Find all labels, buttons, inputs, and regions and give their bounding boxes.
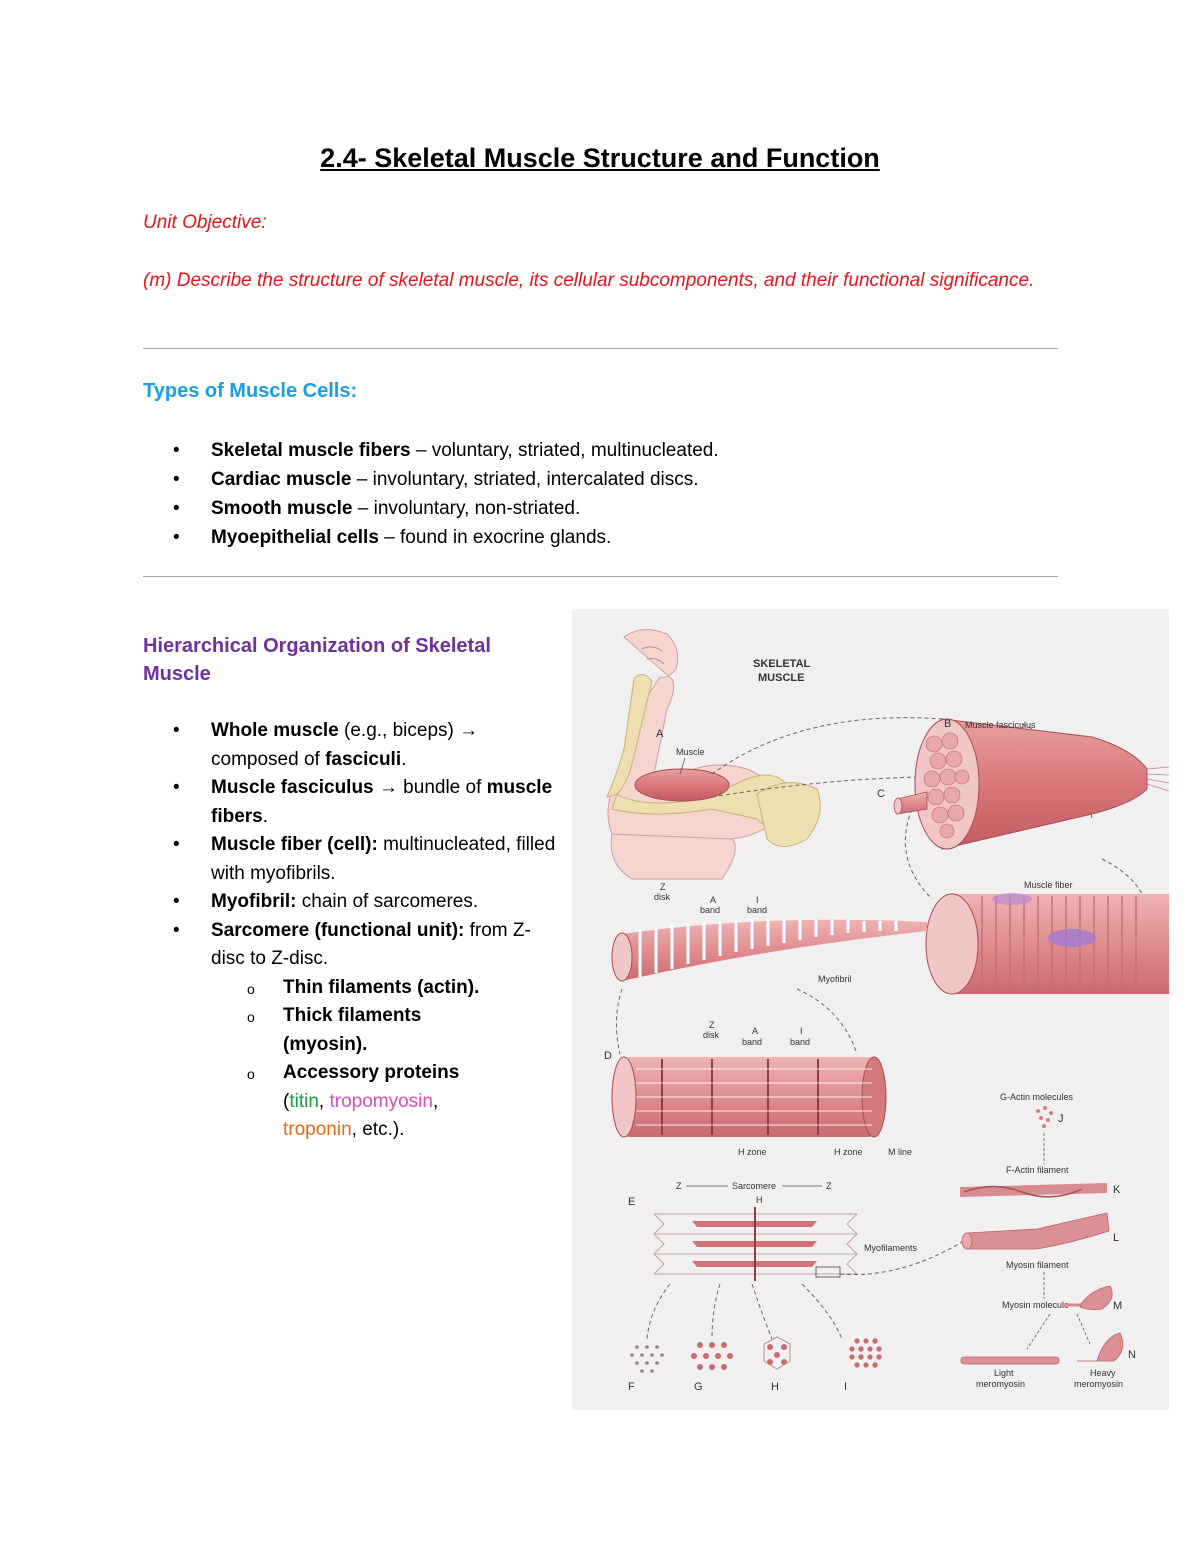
label-A: A [656, 728, 664, 740]
term: Skeletal muscle fibers [211, 440, 411, 461]
label-m-line: M line [888, 1147, 913, 1157]
connector-dashed [1027, 1314, 1050, 1349]
f-actin-illustration [960, 1183, 1107, 1197]
cross-section-H [764, 1337, 790, 1369]
skeletal-muscle-diagram [572, 609, 1169, 1410]
punct: , [351, 1119, 357, 1140]
label-h-zone: H zone [738, 1147, 767, 1157]
figure-title-line1: SKELETAL [753, 658, 811, 670]
label-muscle: Muscle [676, 747, 705, 757]
myosin-molecule-illustration [1062, 1286, 1112, 1310]
sub-item-accessory [211, 1059, 483, 1145]
fasciculus-illustration [915, 719, 1169, 849]
connector-dashed [1077, 1314, 1090, 1344]
label-E: E [628, 1196, 636, 1208]
punct: ( [283, 1090, 290, 1112]
myosin-filament-illustration [962, 1213, 1109, 1249]
desc-end: . [262, 805, 269, 827]
label-z: Z [826, 1181, 832, 1191]
punct: , [318, 1090, 330, 1112]
label-h-zone: H zone [834, 1147, 863, 1157]
label-myofilaments: Myofilaments [864, 1243, 918, 1253]
label-H: H [771, 1381, 779, 1393]
desc: → bundle of [373, 777, 487, 798]
desc: – involuntary, non-striated. [352, 498, 581, 519]
label-h: H [756, 1195, 763, 1205]
label-heavy-1: Heavy [1090, 1368, 1116, 1378]
desc-end: etc.). [356, 1119, 405, 1140]
label-myosin-filament: Myosin filament [1006, 1260, 1069, 1270]
desc: from Z-disc to Z-disc. [211, 919, 531, 969]
label-z-disk-1: Z [660, 882, 666, 892]
label-f-actin: F-Actin filament [1006, 1165, 1069, 1175]
term: Sarcomere (functional unit): [211, 919, 465, 941]
tropomyosin-text: tropomyosin [329, 1090, 433, 1112]
list-item-whole-muscle [143, 717, 563, 774]
punct: , [432, 1090, 439, 1112]
sarcomere-sub-list [211, 974, 563, 1145]
label-i-band-1: I [800, 1026, 803, 1036]
term: Cardiac muscle [211, 469, 352, 490]
term: Thick filaments (myosin). [283, 1005, 422, 1055]
label-z-disk-2: disk [654, 892, 671, 902]
types-list [143, 436, 1043, 552]
muscle-fiber-illustration [926, 893, 1169, 994]
term-emphasis: muscle fibers [211, 777, 553, 827]
label-K: K [1113, 1184, 1121, 1196]
label-i-band-2: band [790, 1037, 811, 1047]
label-i-band-2: band [747, 905, 768, 915]
sarcomere-illustration [654, 1207, 857, 1281]
fiber-stub-end [894, 798, 902, 814]
list-item-myofibril [143, 888, 563, 917]
term: Muscle fasciculus [211, 777, 374, 798]
list-item [143, 494, 1043, 523]
cross-section-F [630, 1345, 664, 1373]
label-myosin-molecule: Myosin molecule [1002, 1300, 1070, 1310]
term: Myoepithelial cells [211, 527, 379, 548]
objective-text: (m) Describe the structure of skeletal muscle, its cellular subcomponents, and their functional significance. [143, 270, 1035, 291]
term: Smooth muscle [211, 498, 353, 519]
desc: – voluntary, striated, multinucleated. [410, 440, 719, 461]
label-z-disk-2: disk [703, 1030, 720, 1040]
hierarchy-heading: Hierarchical Organization of Skeletal Muscle [143, 635, 491, 685]
objective-heading: Unit Objective: [143, 212, 267, 233]
list-item [143, 523, 1043, 552]
label-L: L [1113, 1232, 1120, 1244]
page-title: 2.4- Skeletal Muscle Structure and Function [320, 143, 880, 173]
types-heading: Types of Muscle Cells: [143, 380, 358, 402]
desc: – found in exocrine glands. [378, 527, 612, 548]
hierarchy-list [143, 717, 563, 1145]
desc-end: . [401, 748, 407, 770]
myofibril-detail-illustration [612, 1057, 886, 1137]
label-F: F [628, 1381, 635, 1393]
term: Accessory proteins [283, 1062, 460, 1083]
label-N: N [1128, 1349, 1136, 1361]
label-G: G [694, 1381, 703, 1393]
list-item-sarcomere [143, 917, 563, 1145]
label-a-band-1: A [752, 1026, 759, 1036]
label-g-actin: G-Actin molecules [1000, 1092, 1074, 1102]
figure-title-line2: MUSCLE [758, 672, 805, 684]
titin-text: titin [289, 1090, 319, 1112]
term-emphasis: fasciculi [325, 748, 402, 770]
label-D: D [604, 1050, 612, 1062]
label-a-band-2: band [742, 1037, 763, 1047]
label-heavy-2: meromyosin [1074, 1379, 1124, 1389]
connector-dashed [616, 989, 622, 1054]
myofibril-illustration [612, 919, 927, 981]
label-i-band-1: I [756, 895, 759, 905]
term: Whole muscle [211, 720, 339, 741]
label-M: M [1113, 1300, 1123, 1312]
label-B: B [944, 718, 952, 730]
label-light-2: meromyosin [976, 1379, 1026, 1389]
list-item-fiber [143, 831, 563, 888]
skeletal-muscle-figure [572, 609, 1169, 1410]
label-I: I [844, 1381, 848, 1393]
sub-item-thick [211, 1002, 483, 1059]
light-meromyosin-illustration [961, 1357, 1059, 1364]
label-a-band-2: band [700, 905, 721, 915]
label-muscle-fasciculus: Muscle fasciculus [965, 720, 1036, 730]
divider-2 [143, 576, 1058, 577]
desc: – involuntary, striated, intercalated discs. [351, 469, 699, 490]
troponin-text: troponin [283, 1119, 352, 1140]
term: Myofibril: [211, 891, 297, 912]
label-J: J [1058, 1113, 1064, 1125]
divider-1 [143, 348, 1058, 349]
term: Thin filaments (actin). [283, 976, 480, 998]
cross-section-connectors [647, 1284, 842, 1339]
label-sarcomere: Sarcomere [732, 1181, 777, 1191]
term: Muscle fiber (cell): [211, 834, 378, 855]
label-z: Z [676, 1181, 682, 1191]
sub-item-thin [211, 974, 483, 1003]
desc: (e.g., biceps) → composed of [211, 720, 479, 770]
label-myofibril: Myofibril [818, 974, 852, 984]
list-item [143, 465, 1043, 494]
cross-section-I [849, 1338, 881, 1367]
list-item-fasciculus [143, 774, 563, 831]
connector-dashed [712, 718, 942, 774]
heavy-meromyosin-illustration [1077, 1333, 1123, 1361]
list-item [143, 436, 1043, 465]
desc: chain of sarcomeres. [296, 891, 479, 912]
g-actin-illustration [1036, 1106, 1053, 1128]
label-z-disk-1: Z [709, 1020, 715, 1030]
cross-section-G [691, 1342, 733, 1370]
desc: multinucleated, filled with myofibrils. [211, 834, 556, 884]
label-a-band-1: A [710, 895, 717, 905]
label-light-1: Light [994, 1368, 1014, 1378]
label-C: C [877, 788, 885, 800]
label-muscle-fiber: Muscle fiber [1024, 880, 1073, 890]
